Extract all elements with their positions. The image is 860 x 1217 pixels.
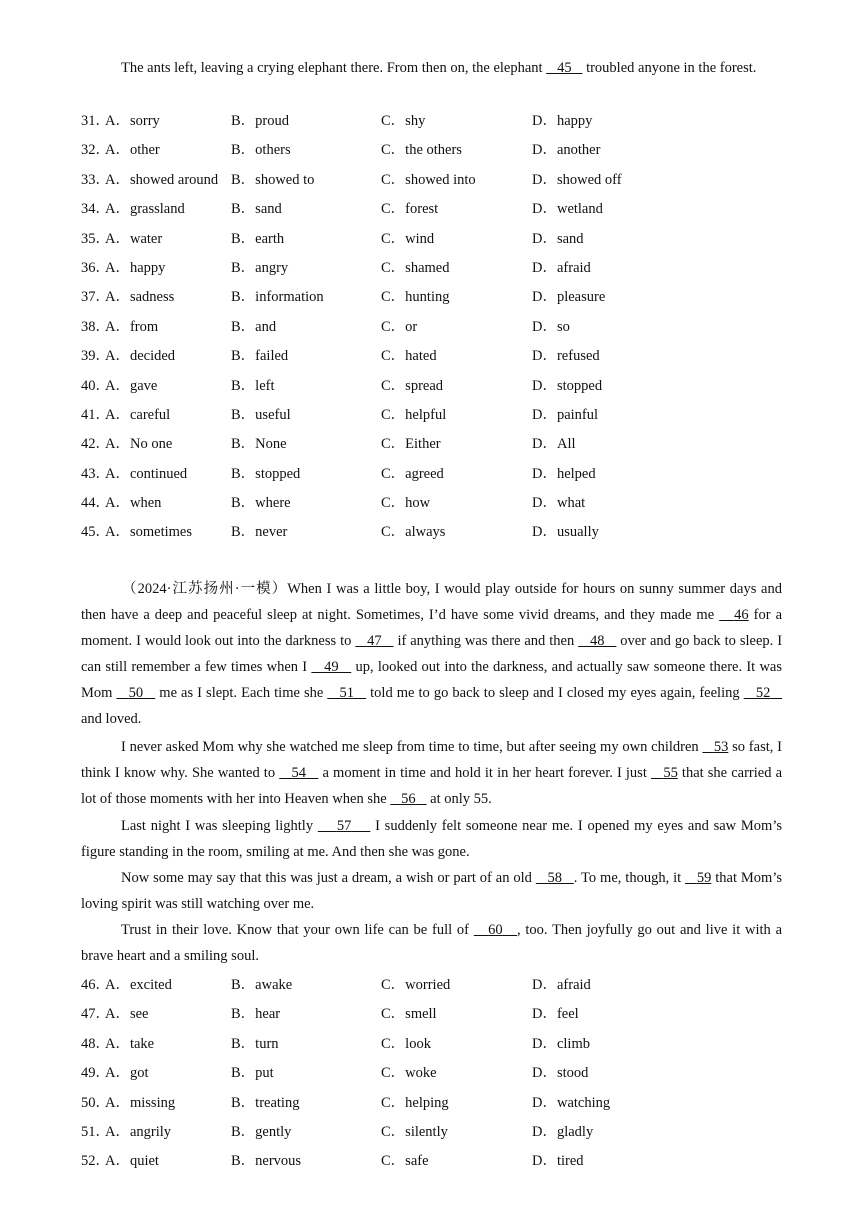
- option-a: A．other: [105, 142, 160, 159]
- question-number: 46．: [81, 977, 110, 993]
- option-c: C．hated: [381, 348, 437, 365]
- question-number: 31．: [81, 113, 110, 129]
- blank-47: [355, 633, 393, 649]
- passage-text: Now some may say that this was just a dream, a wish or part of an old: [121, 870, 536, 886]
- option-d: D．helped: [532, 465, 596, 482]
- question-number: 39．: [81, 348, 110, 365]
- blank-50: [116, 685, 155, 701]
- option-b: B．hear: [231, 1006, 281, 1023]
- option-a: A．got: [105, 1065, 149, 1082]
- option-c: C．or: [381, 318, 418, 335]
- passage-paragraph-3: [81, 813, 782, 865]
- passage-text: The ants left, leaving a crying elephant there. From then on, the elephant: [121, 60, 547, 76]
- question-row-47: [81, 1004, 782, 1033]
- passage-text: Last night I was sleeping lightly: [121, 818, 318, 834]
- passage-text: and loved.: [81, 711, 142, 727]
- question-number: 52．: [81, 1153, 110, 1170]
- option-d: D．pleasure: [532, 289, 606, 306]
- option-c: C．hunting: [381, 289, 450, 306]
- question-number: 36．: [81, 259, 110, 276]
- passage-text: When I was a little boy, I would play outside for hours on sunny summer days and then have a deep and peaceful sleep at night. Sometimes, I’d have some vivid dreams, and they made me: [81, 581, 782, 623]
- passage-text: over and go back to sleep. I can still remember a few times when I: [81, 633, 783, 675]
- option-a: A．continued: [105, 465, 188, 482]
- question-row-38: [81, 317, 782, 346]
- question-row-33: [81, 170, 782, 199]
- option-d: D．tired: [532, 1153, 584, 1170]
- option-d: D．climb: [532, 1035, 590, 1052]
- option-c: C．shamed: [381, 259, 450, 276]
- blank-52: [744, 685, 782, 701]
- option-b: B．gently: [231, 1123, 292, 1140]
- option-a: A．showed around: [105, 171, 219, 188]
- option-a: A．take: [105, 1035, 155, 1052]
- option-d: D．afraid: [532, 977, 591, 993]
- option-d: D．showed off: [532, 171, 622, 188]
- passage-text: so fast, I think I know why. She wanted to: [81, 739, 782, 781]
- passage-text: 51: [339, 685, 354, 701]
- passage-text: 52: [755, 685, 771, 701]
- option-d: D．gladly: [532, 1123, 594, 1140]
- passage-paragraph-2: [81, 734, 782, 812]
- option-a: A．sadness: [105, 289, 175, 306]
- option-a: A．sometimes: [105, 524, 192, 541]
- option-d: D．watching: [532, 1094, 611, 1111]
- passage-text: I never asked Mom why she watched me sleep from time to time, but after seeing my own children: [121, 739, 703, 755]
- option-c: C．forest: [381, 201, 439, 218]
- option-c: C．safe: [381, 1153, 429, 1170]
- option-b: B．failed: [231, 348, 289, 365]
- options-list-31-45: [81, 111, 782, 552]
- option-c: C．shy: [381, 113, 426, 129]
- blank-46: [719, 607, 749, 623]
- option-b: B．proud: [231, 113, 289, 129]
- passage-text: , too. Then joyfully go out and live it with a brave heart and a smiling soul.: [81, 922, 783, 964]
- option-b: B．never: [231, 524, 288, 541]
- option-b: B．None: [231, 436, 287, 453]
- option-c: C．how: [381, 495, 431, 512]
- question-number: 33．: [81, 171, 110, 188]
- passage-text: 47: [367, 633, 382, 649]
- question-row-48: [81, 1034, 782, 1063]
- blank-48: [578, 633, 616, 649]
- source-tag: （2024·江苏扬州·一模）: [121, 581, 288, 597]
- passage-paragraph-5: [81, 917, 782, 969]
- question-row-52: [81, 1151, 782, 1180]
- option-c: C．woke: [381, 1065, 437, 1082]
- question-number: 44．: [81, 495, 110, 512]
- blank-54: [279, 765, 318, 781]
- blank-55: [651, 765, 678, 781]
- option-a: A．quiet: [105, 1153, 159, 1170]
- option-a: A．grassland: [105, 201, 185, 218]
- passage-text: 55: [663, 765, 678, 781]
- question-row-43: [81, 464, 782, 493]
- passage-text: I suddenly felt someone near me. I opened my eyes and saw Mom’s figure standing in the room, smiling at me. And then she was gone.: [81, 818, 782, 860]
- passage-text: 58: [547, 870, 563, 886]
- option-c: C．agreed: [381, 465, 444, 482]
- option-b: B．sand: [231, 201, 282, 218]
- option-a: A．water: [105, 230, 163, 247]
- option-b: B．and: [231, 318, 277, 335]
- option-c: C．helpful: [381, 406, 447, 423]
- question-number: 41．: [81, 406, 110, 423]
- option-c: C．always: [381, 524, 446, 541]
- question-number: 45．: [81, 524, 110, 541]
- blank-53: [702, 739, 728, 755]
- option-d: D．so: [532, 318, 570, 335]
- question-number: 42．: [81, 436, 110, 453]
- option-d: D．sand: [532, 230, 584, 247]
- passage-text: 57: [336, 818, 352, 834]
- option-c: C．worried: [381, 977, 451, 993]
- question-row-51: [81, 1122, 782, 1151]
- option-a: A．when: [105, 495, 162, 512]
- passage-text: up, looked out into the darkness, and actually saw someone there. It was Mom: [81, 659, 782, 701]
- question-number: 43．: [81, 465, 110, 482]
- passage-text: 45: [557, 60, 572, 76]
- blank-45: [546, 60, 582, 76]
- question-number: 49．: [81, 1065, 110, 1082]
- option-b: B．others: [231, 142, 291, 159]
- passage-text: at only 55.: [426, 791, 492, 807]
- option-d: D．feel: [532, 1006, 579, 1023]
- blank-60: [474, 922, 517, 938]
- option-d: D．afraid: [532, 259, 591, 276]
- intro-paragraph: [81, 55, 782, 81]
- question-row-46: [81, 975, 782, 1004]
- option-c: C．helping: [381, 1094, 449, 1111]
- option-c: C．look: [381, 1035, 431, 1052]
- option-d: D．refused: [532, 348, 600, 365]
- passage-text: 59: [696, 870, 712, 886]
- option-a: A．decided: [105, 348, 176, 365]
- question-row-49: [81, 1063, 782, 1092]
- option-b: B．showed to: [231, 171, 315, 188]
- question-row-39: [81, 346, 782, 375]
- question-number: 34．: [81, 201, 110, 218]
- option-a: A．see: [105, 1006, 149, 1023]
- passage-text: if anything was there and then: [393, 633, 579, 649]
- option-d: D．wetland: [532, 201, 603, 218]
- option-b: B．where: [231, 495, 291, 512]
- option-c: C．Either: [381, 436, 441, 453]
- passage-paragraph-1: [81, 576, 782, 732]
- option-d: D．painful: [532, 406, 599, 423]
- option-c: C．showed into: [381, 171, 476, 188]
- question-row-36: [81, 258, 782, 287]
- option-b: B．stopped: [231, 465, 301, 482]
- blank-51: [327, 685, 366, 701]
- question-number: 47．: [81, 1006, 110, 1023]
- option-b: B．earth: [231, 230, 285, 247]
- question-number: 35．: [81, 230, 110, 247]
- option-a: A．angrily: [105, 1123, 172, 1140]
- question-row-35: [81, 229, 782, 258]
- option-b: B．useful: [231, 406, 291, 423]
- question-row-34: [81, 199, 782, 228]
- question-number: 50．: [81, 1094, 110, 1111]
- question-row-50: [81, 1093, 782, 1122]
- passage-text: Trust in their love. Know that your own life can be full of: [121, 922, 474, 938]
- question-number: 51．: [81, 1123, 110, 1140]
- passage-paragraph-4: [81, 865, 782, 917]
- passage-text: 53: [713, 739, 729, 755]
- option-b: B．put: [231, 1065, 274, 1082]
- question-number: 48．: [81, 1035, 110, 1052]
- option-d: D．usually: [532, 524, 599, 541]
- passage-text: told me to go back to sleep and I closed my eyes again, feeling: [366, 685, 744, 701]
- option-a: A．gave: [105, 377, 158, 394]
- option-d: D．stood: [532, 1065, 589, 1082]
- option-c: C．spread: [381, 377, 444, 394]
- options-list-46-52: [81, 975, 782, 1181]
- option-c: C．wind: [381, 230, 435, 247]
- option-a: A．careful: [105, 406, 171, 423]
- blank-58: [536, 870, 574, 886]
- option-a: A．missing: [105, 1094, 176, 1111]
- passage-text: that she carried a lot of those moments with her into Heaven when she: [81, 765, 783, 807]
- question-row-32: [81, 140, 782, 169]
- passage-text: for a moment. I would look out into the darkness to: [81, 607, 782, 649]
- option-b: B．angry: [231, 259, 289, 276]
- passage-text: troubled anyone in the forest.: [582, 60, 757, 76]
- passage-text: 48: [589, 633, 605, 649]
- option-b: B．information: [231, 289, 324, 306]
- option-b: B．treating: [231, 1094, 300, 1111]
- option-c: C．the others: [381, 142, 462, 159]
- passage-text: me as I slept. Each time she: [155, 685, 328, 701]
- option-d: D．what: [532, 495, 586, 512]
- question-row-31: [81, 111, 782, 140]
- question-row-42: [81, 434, 782, 463]
- option-a: A．No one: [105, 436, 173, 453]
- question-number: 40．: [81, 377, 110, 394]
- question-number: 32．: [81, 142, 110, 159]
- passage-text: a moment in time and hold it in her heart forever. I just: [318, 765, 651, 781]
- question-row-41: [81, 405, 782, 434]
- option-a: A．from: [105, 318, 159, 335]
- option-b: B．awake: [231, 977, 293, 993]
- question-row-44: [81, 493, 782, 522]
- option-a: A．happy: [105, 259, 166, 276]
- blank-57: [318, 818, 371, 834]
- passage-text: 56: [401, 791, 416, 807]
- option-d: D．All: [532, 436, 576, 453]
- question-row-37: [81, 287, 782, 316]
- passage-text: 46: [734, 607, 749, 623]
- question-row-45: [81, 522, 782, 551]
- option-b: B．turn: [231, 1035, 279, 1052]
- option-b: B．left: [231, 377, 275, 394]
- blank-56: [390, 791, 426, 807]
- blank-49: [311, 659, 351, 675]
- passage-text: 54: [291, 765, 307, 781]
- passage-text: 50: [128, 685, 144, 701]
- question-number: 37．: [81, 289, 110, 306]
- question-row-40: [81, 376, 782, 405]
- option-d: D．another: [532, 142, 601, 159]
- option-a: A．sorry: [105, 113, 160, 129]
- passage-text: that Mom’s loving spirit was still watching over me.: [81, 870, 783, 912]
- passage-text: 60: [488, 922, 503, 938]
- option-b: B．nervous: [231, 1153, 302, 1170]
- option-c: C．silently: [381, 1123, 448, 1140]
- blank-59: [685, 870, 711, 886]
- option-d: D．stopped: [532, 377, 603, 394]
- passage-text: . To me, though, it: [573, 870, 686, 886]
- option-c: C．smell: [381, 1006, 437, 1023]
- passage-text: 49: [324, 659, 339, 675]
- option-d: D．happy: [532, 113, 593, 129]
- question-number: 38．: [81, 318, 110, 335]
- option-a: A．excited: [105, 977, 172, 993]
